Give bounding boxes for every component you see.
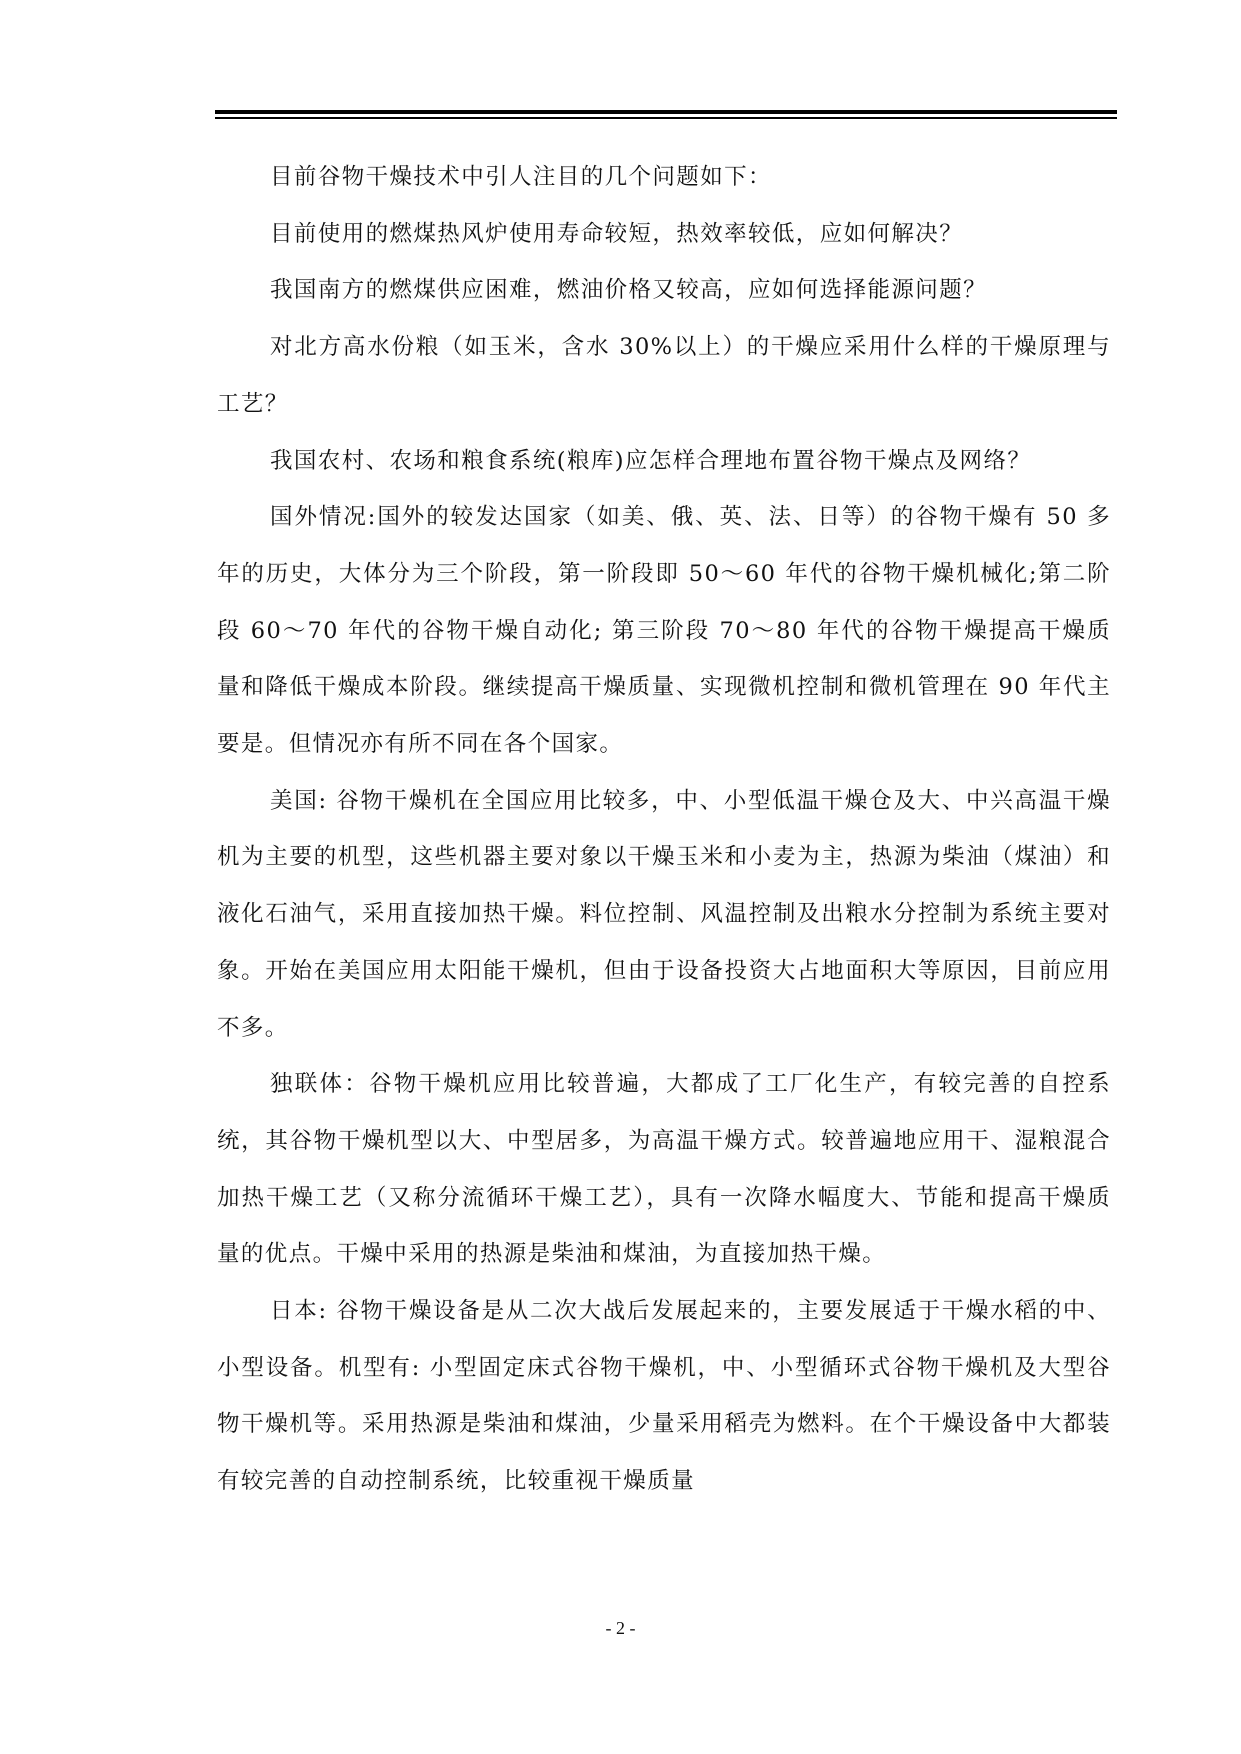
document-body <box>217 149 1111 1510</box>
header-thin-line <box>215 117 1117 119</box>
paragraph-question-network: 我国农村、农场和粮食系统(粮库)应怎样合理地布置谷物干燥点及网络？ <box>270 447 1032 474</box>
page-number: - 2 - <box>605 1618 636 1638</box>
paragraph-question-furnace: 目前使用的燃煤热风炉使用寿命较短，热效率较低，应如何解决？ <box>270 220 964 247</box>
paragraph-question-energy: 我国南方的燃煤供应困难，燃油价格又较高，应如何选择能源问题？ <box>270 277 988 304</box>
paragraph-foreign-overview: 国外情况:国外的较发达国家（如美、俄、英、法、日等）的谷物干燥有 50 多年的历史，大体分为三个阶段，第一阶段即 50～60 年代的谷物干燥机械化;第二阶段 60～70 年代的谷物干燥自动化; 第三阶段 70～80 年代的谷物干燥提高干燥质量和降低干燥成本阶段。继续提高干燥质量、实现微机控制和微机管理在 90 年代主要是。但情况亦有所不同在各个国家。 <box>217 504 1111 758</box>
paragraph-question-high-moisture: 对北方高水份粮（如玉米，含水 30%以上）的干燥应采用什么样的干燥原理与工艺？ <box>217 334 1111 417</box>
paragraph-cis: 独联体：谷物干燥机应用比较普遍，大都成了工厂化生产，有较完善的自控系统，其谷物干燥机型以大、中型居多，为高温干燥方式。较普遍地应用干、湿粮混合加热干燥工艺（又称分流循环干燥工艺），具有一次降水幅度大、节能和提高干燥质量的优点。干燥中采用的热源是柴油和煤油，为直接加热干燥。 <box>217 1071 1111 1268</box>
paragraph-usa: 美国: 谷物干燥机在全国应用比较多，中、小型低温干燥仓及大、中兴高温干燥机为主要的机型，这些机器主要对象以干燥玉米和小麦为主，热源为柴油（煤油）和液化石油气，采用直接加热干燥。料位控制、风温控制及出粮水分控制为系统主要对象。开始在美国应用太阳能干燥机，但由于设备投资大占地面积大等原因，目前应用不多。 <box>217 787 1111 1041</box>
paragraph-intro: 目前谷物干燥技术中引人注目的几个问题如下： <box>270 164 772 190</box>
header-thick-line <box>215 110 1117 114</box>
paragraph-japan: 日本: 谷物干燥设备是从二次大战后发展起来的，主要发展适于干燥水稻的中、小型设备。机型有: 小型固定床式谷物干燥机，中、小型循环式谷物干燥机及大型谷物干燥机等。采用热源是柴油和煤油，少量采用稻壳为燃料。在个干燥设备中大都装有较完善的自动控制系统，比较重视干燥质量 <box>217 1298 1111 1495</box>
header-double-rule <box>215 110 1117 119</box>
